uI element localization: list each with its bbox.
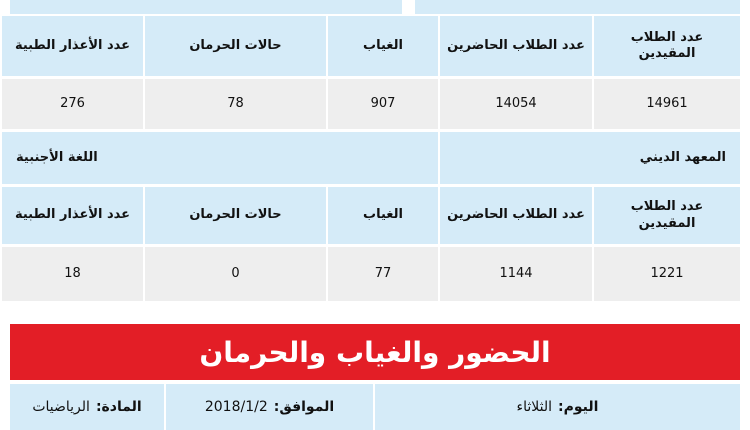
attendance-banner-title: الحضور والغياب والحرمان [10, 324, 740, 380]
table2-value-medical: 18 [2, 247, 143, 301]
info-row [10, 384, 740, 430]
section-title-foreign-language: اللغة الأجنبية [2, 132, 438, 184]
table2-header-row [10, 187, 740, 244]
subject-label: المادة: [95, 399, 142, 415]
table2-header-present: عدد الطلاب الحاضرين [440, 187, 592, 244]
subject-cell [10, 384, 164, 430]
table2-value-enrolled: 1221 [594, 247, 740, 301]
table1-value-medical: 276 [2, 79, 143, 129]
table2-value-present: 1144 [440, 247, 592, 301]
table2-header-absent: الغياب [328, 187, 438, 244]
table1-value-absent: 907 [328, 79, 438, 129]
day-cell [375, 384, 740, 430]
table2-values-row [10, 247, 740, 301]
date-value: 2018/1/2 [204, 399, 268, 415]
table1-value-present: 14054 [440, 79, 592, 129]
table2-value-absent: 77 [328, 247, 438, 301]
day-label: اليوم: [558, 399, 599, 415]
table2-header-medical: عدد الأعذار الطبية [2, 187, 143, 244]
table1-header-deprived: حالات الحرمان [145, 16, 326, 76]
table1-header-absent: الغياب [328, 16, 438, 76]
table2-value-deprived: 0 [145, 247, 326, 301]
day-value: الثلاثاء [516, 399, 553, 415]
top-strip-left [10, 0, 402, 14]
table1-value-enrolled: 14961 [594, 79, 740, 129]
table1-value-deprived: 78 [145, 79, 326, 129]
table1-header-enrolled: عدد الطلاب المقيدين [594, 16, 740, 76]
table2-header-enrolled: عدد الطلاب المقيدين [594, 187, 740, 244]
table1-header-row [10, 16, 740, 76]
date-label: الموافق: [273, 399, 335, 415]
top-strip-right [415, 0, 740, 14]
date-cell [166, 384, 373, 430]
table2-section-row [10, 132, 740, 184]
table1-header-medical: عدد الأعذار الطبية [2, 16, 143, 76]
subject-value: الرياضيات [32, 399, 90, 415]
table1-values-row [10, 79, 740, 129]
section-title-religious-institute: المعهد الديني [440, 132, 740, 184]
table2-header-deprived: حالات الحرمان [145, 187, 326, 244]
table1-header-present: عدد الطلاب الحاضرين [440, 16, 592, 76]
